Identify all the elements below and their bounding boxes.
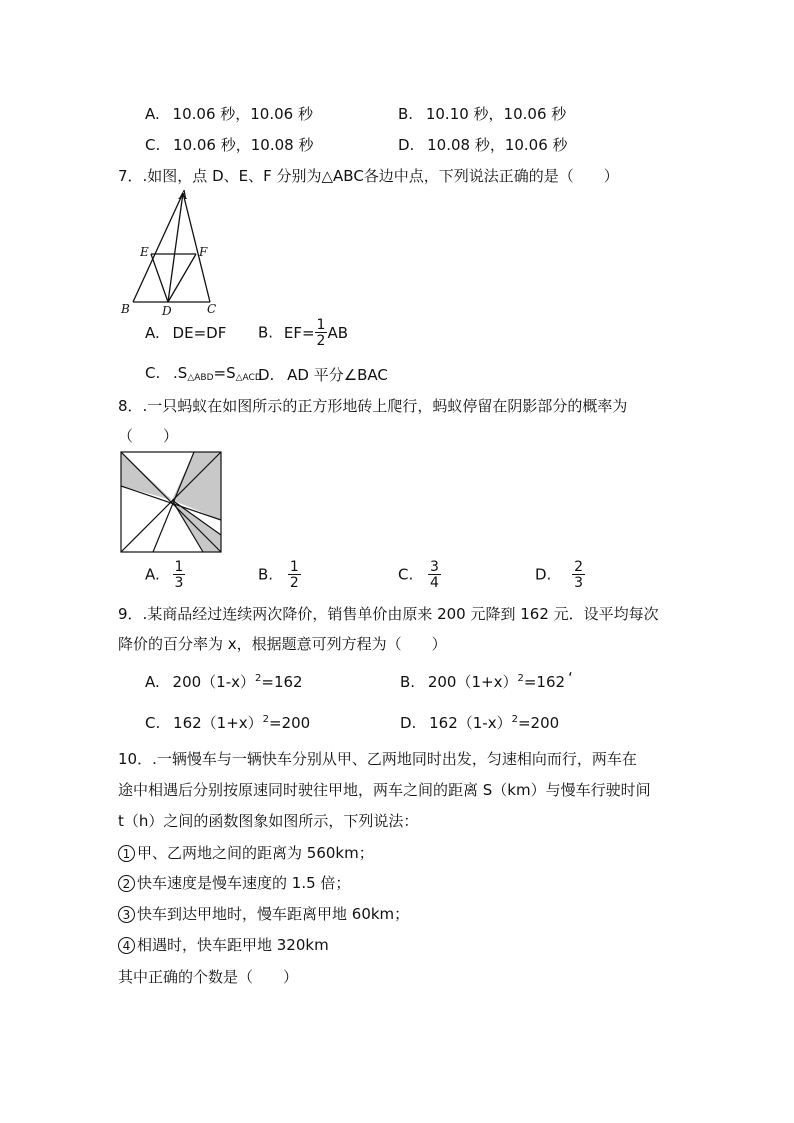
option-text-post: =200 <box>517 714 560 732</box>
q7-option-d[interactable] <box>258 364 388 385</box>
q6-option-b[interactable] <box>398 103 566 124</box>
option-letter: D. <box>258 366 275 384</box>
q10-statement-2 <box>118 872 350 893</box>
segment-fd <box>168 254 196 302</box>
option-letter: A. <box>145 324 160 342</box>
option-text <box>173 364 262 382</box>
q10-stem-line2: 途中相遇后分别按原速同时驶往甲地，两车之间的距离 S（km）与慢车行驶时间 <box>118 781 651 799</box>
q7-option-b[interactable] <box>258 318 348 348</box>
subscript-abd: △ABD <box>187 373 214 383</box>
statement-text: 甲、乙两地之间的距离为 560km； <box>137 844 374 862</box>
option-fraction <box>288 560 301 590</box>
option-text <box>173 673 303 691</box>
option-text: AD 平分∠BAC <box>287 366 388 384</box>
q9-stem-line1: 9．.某商品经过连续两次降价，销售单价由原来 200 元降到 162 元．设平均每次 <box>118 605 659 623</box>
q6-option-d[interactable] <box>398 134 568 155</box>
option-text-post: =200 <box>269 714 311 732</box>
option-letter: C. <box>398 565 414 584</box>
q9-option-b[interactable] <box>400 671 565 692</box>
fraction-denominator: 3 <box>174 575 184 591</box>
fraction-half <box>315 318 328 348</box>
q10-conclusion: 其中正确的个数是（ ） <box>118 968 299 986</box>
option-fraction <box>572 560 585 590</box>
option-text-pre: 162（1-x） <box>429 714 512 732</box>
fraction-denominator: 3 <box>574 575 584 591</box>
circled-number: 4 <box>118 937 135 954</box>
q8-option-a[interactable] <box>145 560 185 590</box>
q9-option-d[interactable] <box>400 712 559 733</box>
fraction-denominator: 2 <box>289 575 299 591</box>
q6-option-c[interactable] <box>145 134 313 155</box>
label-d: D <box>162 304 172 318</box>
option-text-pre: 200（1+x） <box>427 673 518 691</box>
option-letter: D. <box>400 714 417 732</box>
option-letter: D. <box>535 565 552 584</box>
option-fraction <box>173 560 186 590</box>
exponent: 2 <box>262 714 270 725</box>
option-text-pre: EF= <box>283 323 315 342</box>
q10-statement-3 <box>118 903 409 924</box>
option-letter: B. <box>400 673 416 691</box>
option-letter: B. <box>258 323 274 342</box>
option-fraction <box>428 560 441 590</box>
fraction-numerator: 1 <box>316 317 326 333</box>
option-text <box>283 317 349 349</box>
label-a: A <box>179 188 188 202</box>
q8-option-b[interactable] <box>258 560 301 590</box>
exponent: 2 <box>511 714 518 725</box>
option-text-pre: .S <box>173 364 188 382</box>
q9-option-a[interactable] <box>145 671 303 692</box>
option-text-post: AB <box>327 323 349 342</box>
option-letter: A. <box>145 673 160 691</box>
option-text: 10.06 秒，10.06 秒 <box>172 105 313 123</box>
circled-number: 2 <box>118 875 135 892</box>
fraction-numerator: 2 <box>574 559 584 575</box>
subscript-acd: △ACD <box>235 373 262 383</box>
option-letter: C. <box>145 364 161 382</box>
exponent: 2 <box>255 673 262 684</box>
option-text-mid: =S <box>213 364 236 382</box>
q8-square-tile-figure <box>120 451 222 553</box>
option-text-pre: 200（1-x） <box>172 673 256 691</box>
fraction-denominator: 4 <box>430 575 439 591</box>
label-c: C <box>207 302 217 316</box>
option-text <box>173 714 310 732</box>
q9-stem-line2: 降价的百分率为 x，根据题意可列方程为（ ） <box>118 635 447 653</box>
q10-statement-4 <box>118 934 329 955</box>
option-text-post: =162 <box>523 673 566 691</box>
q10-stem-line1: 10．.一辆慢车与一辆快车分别从甲、乙两地同时出发，匀速相向而行，两车在 <box>118 750 637 768</box>
q7-option-c[interactable] <box>145 364 262 383</box>
q10-statement-1 <box>118 842 374 863</box>
q9-option-c[interactable] <box>145 712 310 733</box>
option-letter: D. <box>398 136 415 154</box>
option-text-pre: 162（1+x） <box>173 714 263 732</box>
fraction-denominator: 2 <box>316 333 326 349</box>
option-text <box>428 673 565 691</box>
option-letter: A. <box>145 105 160 123</box>
option-letter: C. <box>145 714 161 732</box>
option-text: 10.08 秒，10.06 秒 <box>427 136 568 154</box>
stray-mark: ‘ <box>568 669 573 687</box>
option-letter: C. <box>145 136 161 154</box>
q8-option-c[interactable] <box>398 560 441 590</box>
option-letter: B. <box>398 105 414 123</box>
fraction-numerator: 1 <box>289 559 299 575</box>
q8-option-d[interactable] <box>535 560 585 590</box>
option-text: 10.06 秒，10.08 秒 <box>173 136 314 154</box>
q6-option-a[interactable] <box>145 103 313 124</box>
option-letter: A. <box>145 565 160 584</box>
option-text-post: =162 <box>261 673 303 691</box>
q8-stem-line2: （ ） <box>118 427 179 445</box>
q7-option-a[interactable] <box>145 324 226 342</box>
q8-stem-line1: 8．.一只蚂蚁在如图所示的正方形地砖上爬行，蚂蚁停留在阴影部分的概率为 <box>118 397 628 415</box>
q10-stem-line3: t（h）之间的函数图象如图所示，下列说法： <box>118 812 419 830</box>
fraction-numerator: 1 <box>174 559 184 575</box>
fraction-numerator: 3 <box>430 559 439 575</box>
q7-triangle-figure <box>112 186 227 318</box>
circled-number: 1 <box>118 845 135 862</box>
label-f: F <box>199 245 208 259</box>
label-b: B <box>121 302 130 316</box>
statement-text: 相遇时，快车距甲地 320km <box>137 936 329 954</box>
segment-ed <box>151 254 168 302</box>
option-text: DE=DF <box>172 324 227 342</box>
q7-stem: 7．.如图，点 D、E、F 分别为△ABC各边中点，下列说法正确的是（ ） <box>118 167 619 185</box>
circled-number: 3 <box>118 906 135 923</box>
exponent: 2 <box>517 673 524 684</box>
option-letter: B. <box>258 565 274 584</box>
statement-text: 快车速度是慢车速度的 1.5 倍； <box>137 874 351 892</box>
label-e: E <box>140 245 149 259</box>
option-text: 10.10 秒，10.06 秒 <box>425 105 567 123</box>
statement-text: 快车到达甲地时，慢车距离甲地 60km； <box>137 905 410 923</box>
option-text <box>429 714 559 732</box>
